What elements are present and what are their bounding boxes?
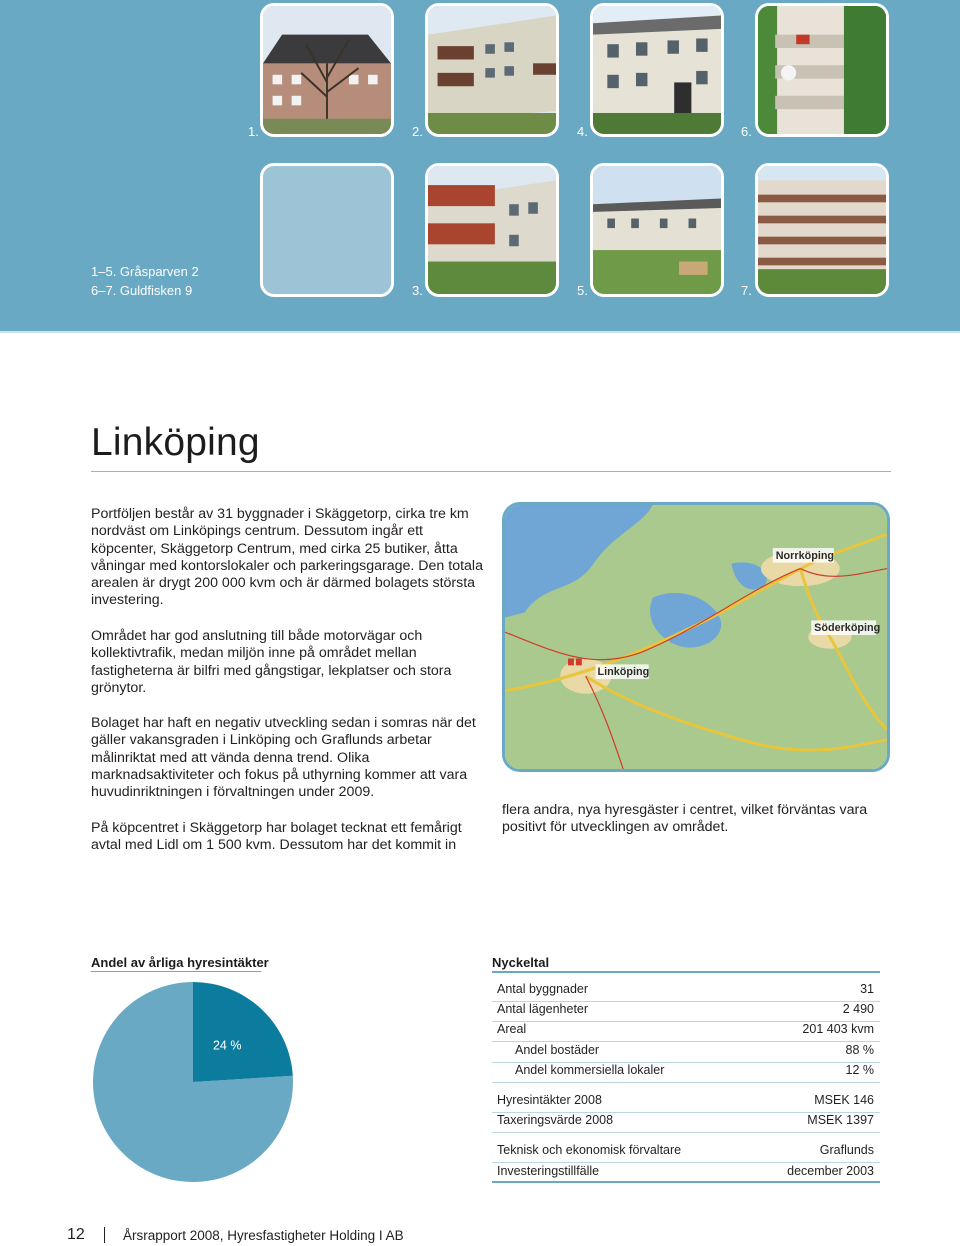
- region-map: [502, 502, 890, 772]
- row-value: 201 403 kvm: [802, 1022, 874, 1036]
- row-value: 12 %: [845, 1063, 874, 1077]
- row-label: Antal byggnader: [497, 982, 589, 996]
- row-label: Teknisk och ekonomisk förvaltare: [497, 1143, 682, 1157]
- row-label: Taxeringsvärde 2008: [497, 1113, 614, 1127]
- row-label: Andel kommersiella lokaler: [515, 1063, 665, 1077]
- table-row: [492, 1063, 880, 1083]
- table-row: [492, 1002, 880, 1022]
- table-bottom-rule: [492, 1181, 880, 1183]
- table-row: [492, 982, 880, 1002]
- table-row: [492, 1093, 880, 1113]
- photo-placeholder: [260, 163, 394, 297]
- rent-share-pie-chart: [90, 980, 300, 1185]
- photo-label-1: 1.: [248, 124, 259, 139]
- pie-chart-title: Andel av årliga hyresintäkter: [91, 955, 269, 970]
- row-value: 31: [860, 982, 874, 996]
- table-row: [492, 1043, 880, 1063]
- photo-label-2: 2.: [412, 124, 423, 139]
- table-row: [492, 1143, 880, 1163]
- page-title: Linköping: [91, 421, 260, 464]
- table-row: [492, 1113, 880, 1133]
- paragraph-tenants: flera andra, nya hyresgäster i centret, vilket förväntas vara positivt för utvecklingen av området.: [502, 802, 868, 836]
- photo-building-5: [590, 163, 724, 297]
- row-label: Antal lägenheter: [497, 1002, 589, 1016]
- row-value: MSEK 1397: [807, 1113, 874, 1127]
- row-value: 88 %: [845, 1043, 874, 1057]
- map-label-linkoping: Linköping: [597, 666, 650, 679]
- pie-title-rule: [91, 971, 261, 972]
- pie-slice-label: 24 %: [212, 1038, 242, 1053]
- photo-label-3: 3.: [412, 283, 423, 298]
- paragraph-lidl: På köpcentret i Skäggetorp har bolaget tecknat ett femårigt avtal med Lidl om 1 500 kvm. Dessutom har det kommit in: [91, 820, 462, 854]
- row-value: MSEK 146: [814, 1093, 874, 1107]
- photo-building-1: [260, 3, 394, 137]
- row-value: december 2003: [787, 1164, 874, 1178]
- paragraph-area: Området har god anslutning till både motorvägar och kollektivtrafik, medan miljön inne på området mellan fastigheterna är bilfri med gångstigar, lekplatser och stora grönytor.: [91, 628, 452, 696]
- row-label: Investeringstillfälle: [497, 1164, 600, 1178]
- paragraph-vacancy: Bolaget har haft en negativ utveckling sedan i somras när det gäller vakansgraden i Linköping och Graflunds arbetar målinriktat med att vända denna trend. Olika marknadsaktiviteter och fokus på uthyrning kommer att vara huvudinriktningen i förvaltningen under 2009.: [91, 715, 476, 801]
- photo-label-5: 5.: [577, 283, 588, 298]
- photo-label-4: 4.: [577, 124, 588, 139]
- row-divider: [492, 1082, 880, 1083]
- keyfigures-title: Nyckeltal: [492, 955, 550, 970]
- band-divider: [0, 331, 960, 333]
- title-divider: [91, 471, 891, 472]
- photo-building-2: [425, 3, 559, 137]
- photo-label-6: 6.: [741, 124, 752, 139]
- photo-building-4: [590, 3, 724, 137]
- row-label: Andel bostäder: [515, 1043, 600, 1057]
- row-label: Areal: [497, 1022, 527, 1036]
- paragraph-portfolio: Portföljen består av 31 byggnader i Skäggetorp, cirka tre km nordväst om Linköpings centrum. Dessutom ingår ett köpcenter, Skäggetorp Centrum, med cirka 25 butiker, åtta våningar med kontorslokaler och parkeringsgarage. Den totala arealen är drygt 200 000 kvm och är därmed bolagets största investering.: [91, 506, 483, 609]
- row-divider: [492, 1041, 880, 1042]
- map-label-norrkoping: Norrköping: [775, 549, 835, 562]
- photo-building-6: [755, 3, 889, 137]
- footer-title: Årsrapport 2008, Hyresfastigheter Holding I AB: [123, 1228, 404, 1243]
- row-value: 2 490: [842, 1002, 874, 1016]
- row-divider: [492, 1162, 880, 1163]
- footer-separator: [104, 1227, 105, 1243]
- pie-slice-share: [193, 982, 293, 1082]
- row-divider: [492, 1132, 880, 1133]
- photo-caption-2: 6–7. Guldfisken 9: [91, 283, 193, 298]
- keyfigures-title-rule: [492, 971, 880, 973]
- row-value: Graflunds: [819, 1143, 874, 1157]
- photo-caption-1: 1–5. Gråsparven 2: [91, 264, 199, 279]
- row-label: Hyresintäkter 2008: [497, 1093, 602, 1107]
- photo-building-7: [755, 163, 889, 297]
- photo-building-3: [425, 163, 559, 297]
- map-label-soderkoping: Söderköping: [814, 622, 881, 635]
- table-row: [492, 1022, 880, 1042]
- photo-label-7: 7.: [741, 283, 752, 298]
- page-number: 12: [67, 1226, 85, 1243]
